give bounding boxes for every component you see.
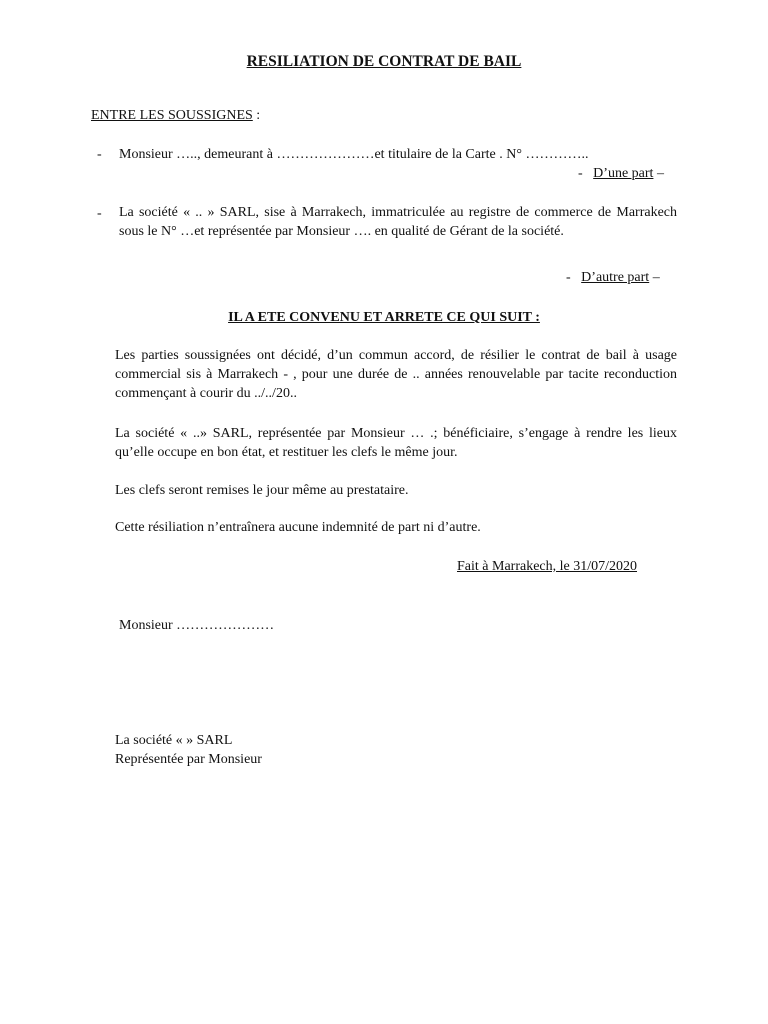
agreement-heading: IL A ETE CONVENU ET ARRETE CE QUI SUIT : xyxy=(228,310,540,325)
paragraph-1: Les parties soussignées ont décidé, d’un commun accord, de résilier le contrat de bail à usage commercial sis à Marrakech - , pour une durée de .. années renouvelable par tacite reconduction commençant à courir du ../../20.. xyxy=(115,348,677,401)
party1-role xyxy=(578,165,664,183)
paragraph-2: La société « ..» SARL, représentée par Monsieur … .; bénéficiaire, s’engage à rendre les lieux qu’elle occupe en bon état, et restituer les clefs le même jour. xyxy=(115,426,677,460)
party1-role-label: D’une part xyxy=(593,166,654,181)
signature-monsieur: Monsieur ………………… xyxy=(119,618,275,633)
paragraph-4: Cette résiliation n’entraînera aucune indemnité de part ni d’autre. xyxy=(115,520,481,535)
party2-text: La société « .. » SARL, sise à Marrakech, immatriculée au registre de commerce de Marrakech sous le N° …et représentée par Monsieur …. en qualité de Gérant de la société. xyxy=(119,205,677,239)
parties-heading-suffix: : xyxy=(252,108,261,123)
party1-role-dash: - xyxy=(578,166,583,181)
party2-role-label: D’autre part xyxy=(581,270,650,285)
signature-company-representative: Représentée par Monsieur xyxy=(115,752,262,767)
party1-role-suffix: – xyxy=(653,166,664,181)
party2-bullet: - xyxy=(97,206,102,221)
parties-heading-label: ENTRE LES SOUSSIGNES xyxy=(91,108,253,123)
party2-role-suffix: – xyxy=(649,270,660,285)
place-date: Fait à Marrakech, le 31/07/2020 xyxy=(457,559,638,574)
party1-bullet: - xyxy=(97,147,102,162)
paragraph-3: Les clefs seront remises le jour même au prestataire. xyxy=(115,483,409,498)
party1-text: Monsieur ….., demeurant à …………………et titulaire de la Carte . N° ………….. xyxy=(119,147,589,162)
signature-company: La société « » SARL xyxy=(115,733,233,748)
document-title: RESILIATION DE CONTRAT DE BAIL xyxy=(246,53,522,70)
party2-role xyxy=(566,269,660,287)
parties-heading xyxy=(91,107,260,125)
party2-role-dash: - xyxy=(566,270,571,285)
